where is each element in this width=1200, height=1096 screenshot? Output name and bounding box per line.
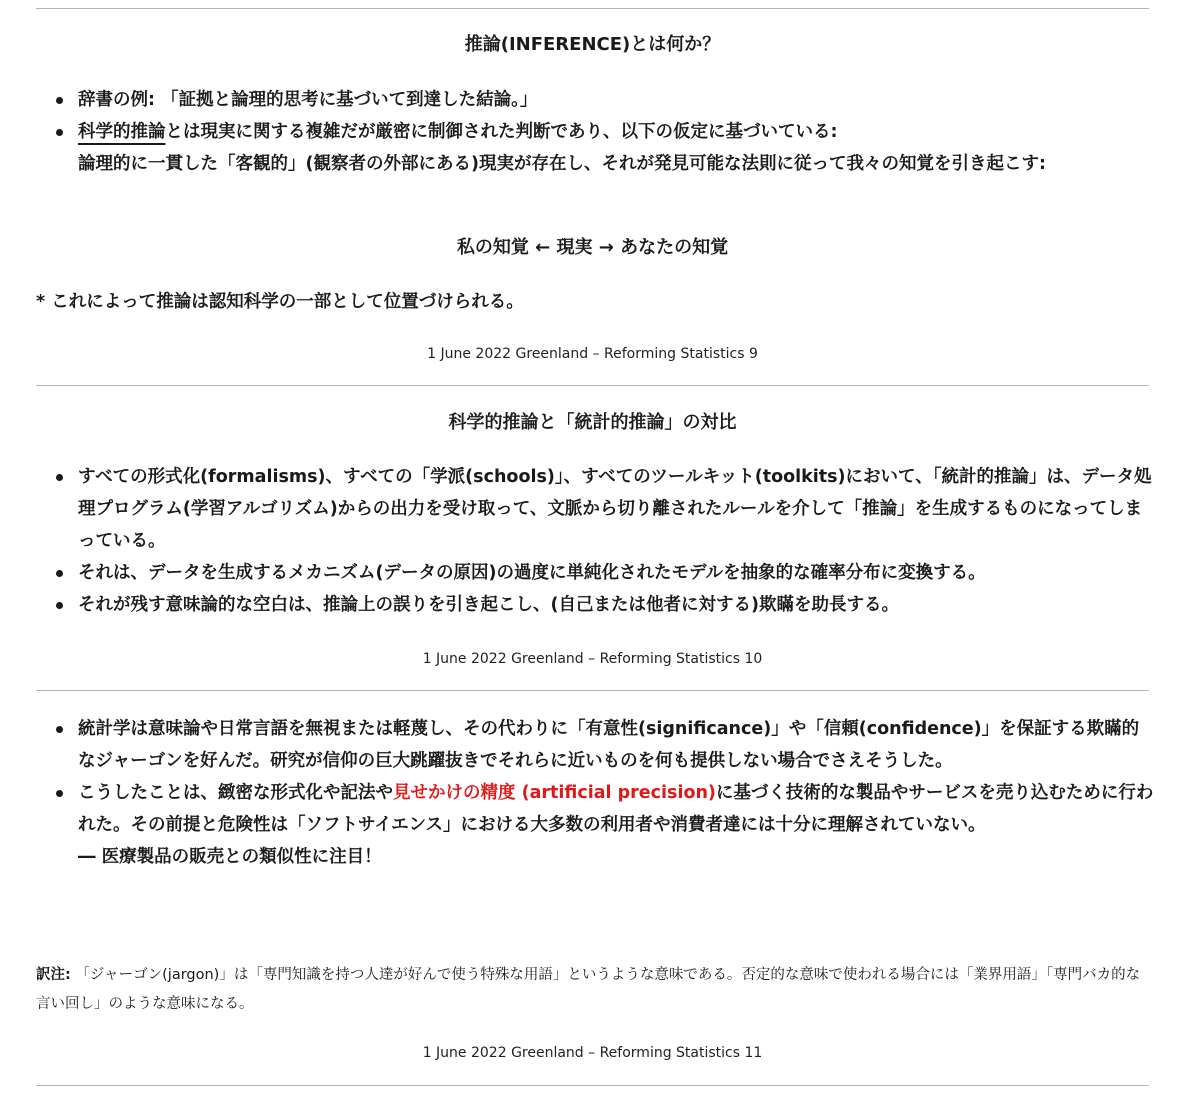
translator-note-text: 「ジャーゴン(jargon)」は「専門知識を持つ人達が好んで使う特殊な用語」というような意味である。否定的な意味で使われる場合には「業界用語」「専門バカ的な言い回し」のような意味になる。 bbox=[36, 967, 1141, 1012]
slide1-footer: 1 June 2022 Greenland – Reforming Statistics 9 bbox=[427, 346, 758, 362]
divider-bottom bbox=[36, 1085, 1149, 1086]
slide1-note: * これによって推論は認知科学の一部として位置づけられる。 bbox=[36, 292, 524, 312]
slide3-footer: 1 June 2022 Greenland – Reforming Statistics 11 bbox=[422, 1045, 763, 1061]
slide2-footer: 1 June 2022 Greenland – Reforming Statistics 10 bbox=[422, 651, 763, 667]
slide3-bullet-jargon: 統計学は意味論や日常言語を無視または軽蔑し、その代わりに「有意性(significance)」や「信頼(confidence)」を保証する欺瞞的なジャーゴンを好んだ。研究が信仰の巨大跳躍抜きでそれらに近いものを何も提供しない場合でさえそうした。 bbox=[78, 713, 1154, 777]
slide1-title: 推論(INFERENCE)とは何か？ bbox=[464, 34, 721, 55]
medical-analogy-note: ― 医療製品の販売との類似性に注目！ bbox=[78, 847, 382, 867]
slide3-bullet-list bbox=[36, 713, 1154, 873]
slide2-bullet-mechanism: それは、データを生成するメカニズム(データの原因)の過度に単純化されたモデルを抽象的な確率分布に変換する。 bbox=[78, 557, 1154, 589]
slide1-bullet-list bbox=[36, 84, 1154, 180]
products-text-after: に基づく技術的な製品やサービスを売り込むために行われた。その前提と危険性は「ソフトサイエンス」における大多数の利用者や消費者達には十分に理解されていない。 bbox=[78, 783, 1154, 835]
perception-line: 私の知覚 ← 現実 → あなたの知覚 bbox=[456, 237, 729, 258]
scientific-inference-term: 科学的推論 bbox=[78, 122, 166, 142]
divider-top bbox=[36, 8, 1149, 9]
translator-note bbox=[36, 961, 1149, 1019]
slide1-bullet-scientific-inference bbox=[78, 116, 1154, 180]
slide2-bullet-semantic-gap: それが残す意味論的な空白は、推論上の誤りを引き起こし、(自己または他者に対する)欺瞞を助長する。 bbox=[78, 589, 1154, 621]
slide3-bullet-products bbox=[78, 777, 1154, 873]
artificial-precision-highlight: 見せかけの精度 (artificial precision) bbox=[393, 783, 716, 803]
products-text-before: こうしたことは、緻密な形式化や記法や bbox=[78, 783, 393, 803]
scientific-inference-definition: とは現実に関する複雑だが厳密に制御された判断であり、以下の仮定に基づいている: bbox=[165, 122, 838, 142]
slide2-bullet-list bbox=[36, 461, 1154, 621]
divider-2 bbox=[36, 690, 1149, 691]
scientific-inference-assumption: 論理的に一貫した「客観的」(観察者の外部にある)現実が存在し、それが発見可能な法則に従って我々の知覚を引き起こす: bbox=[78, 154, 1046, 174]
divider-1 bbox=[36, 385, 1149, 386]
slide2-title: 科学的推論と「統計的推論」の対比 bbox=[448, 412, 737, 433]
slide2-bullet-formalisms: すべての形式化(formalisms)、すべての「学派(schools)」、すべてのツールキット(toolkits)において、「統計的推論」は、データ処理プログラム(学習アルゴリズム)からの出力を受け取って、文脈から切り離されたルールを介して「推論」を生成するものになってしまっている。 bbox=[78, 461, 1154, 557]
translator-note-label: 訳注: bbox=[36, 967, 71, 983]
slide1-bullet-dictionary: 辞書の例: 「証拠と論理的思考に基づいて到達した結論。」 bbox=[78, 84, 1154, 116]
